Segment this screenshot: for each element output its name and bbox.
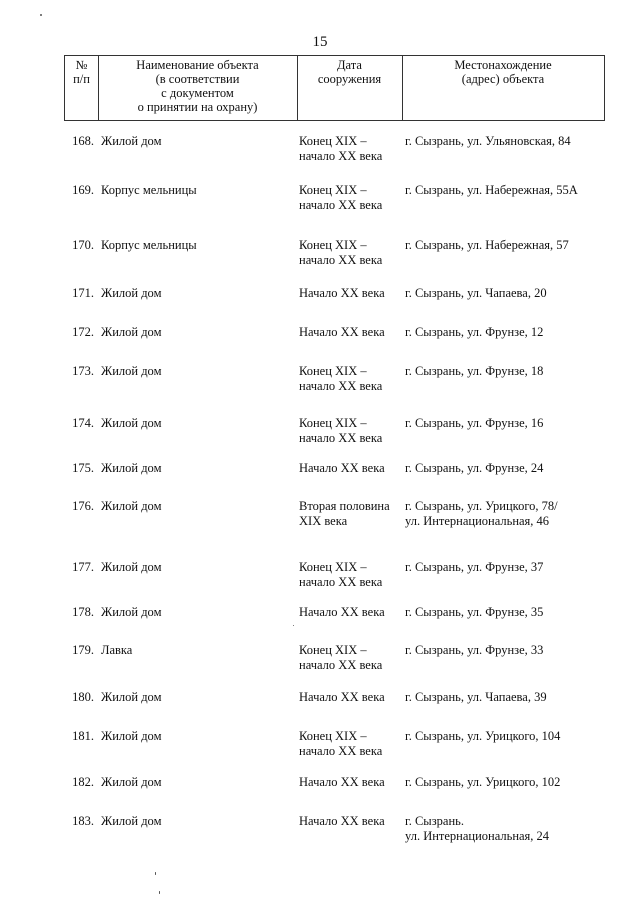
object-address: г. Сызрань, ул. Фрунзе, 35 [405,605,544,619]
construction-date: Конец XIX – начало XX века [299,364,383,393]
object-name: Лавка [101,643,133,657]
page-number: 15 [312,34,328,50]
row-number: 176. [72,499,94,513]
object-address: г. Сызрань, ул. Чапаева, 20 [405,286,547,300]
row-number: 171. [72,286,94,300]
row-number: 170. [72,238,94,252]
construction-date: Начало XX века [299,461,385,475]
object-name: Жилой дом [101,560,162,574]
construction-date: Конец XIX – начало XX века [299,729,383,758]
construction-date: Начало XX века [299,286,385,300]
object-address: г. Сызрань, ул. Фрунзе, 37 [405,560,544,574]
table-header [64,55,605,121]
object-name: Жилой дом [101,134,162,148]
object-address: г. Сызрань, ул. Ульяновская, 84 [405,134,571,148]
object-name: Жилой дом [101,775,162,789]
object-address: г. Сызрань, ул. Чапаева, 39 [405,690,547,704]
row-number: 177. [72,560,94,574]
header-num-line: № [75,58,88,72]
object-name: Жилой дом [101,729,162,743]
row-number: 173. [72,364,94,378]
row-number: 174. [72,416,94,430]
construction-date: Конец XIX – начало XX века [299,183,383,212]
header-address-line: (адрес) объекта [461,72,545,86]
object-address: г. Сызрань, ул. Урицкого, 104 [405,729,561,743]
header-date-line: сооружения [317,72,382,86]
row-number: 178. [72,605,94,619]
row-number: 180. [72,690,94,704]
object-name: Жилой дом [101,325,162,339]
row-number: 175. [72,461,94,475]
scan-speck [159,891,160,894]
construction-date: Конец XIX – начало XX века [299,560,383,589]
object-name: Жилой дом [101,690,162,704]
object-name: Жилой дом [101,286,162,300]
object-address: г. Сызрань, ул. Фрунзе, 12 [405,325,544,339]
object-name: Жилой дом [101,416,162,430]
header-num-line: п/п [73,72,90,86]
object-name: Жилой дом [101,499,162,513]
object-name: Корпус мельницы [101,183,197,197]
construction-date: Начало XX века [299,775,385,789]
header-name-line: о принятии на охрану) [137,100,258,114]
object-name: Жилой дом [101,814,162,828]
construction-date: Конец XIX – начало XX века [299,416,383,445]
header-address-line: Местонахождение [454,58,552,72]
row-number: 169. [72,183,94,197]
header-num [65,58,98,86]
header-name-line: Наименование объекта [136,58,259,72]
construction-date: Конец XIX – начало XX века [299,643,383,672]
row-number: 182. [72,775,94,789]
construction-date: Конец XIX – начало XX века [299,238,383,267]
row-number: 172. [72,325,94,339]
object-address: г. Сызрань, ул. Фрунзе, 18 [405,364,544,378]
object-address: г. Сызрань, ул. Урицкого, 78/ ул. Интернациональная, 46 [405,499,558,528]
object-address: г. Сызрань, ул. Набережная, 55А [405,183,578,197]
row-number: 168. [72,134,94,148]
scan-speck [155,872,156,875]
header-object-name [98,58,297,114]
object-name: Корпус мельницы [101,238,197,252]
row-number: 181. [72,729,94,743]
header-date [297,58,402,86]
object-address: г. Сызрань, ул. Фрунзе, 33 [405,643,544,657]
object-address: г. Сызрань. ул. Интернациональная, 24 [405,814,550,843]
row-number: 183. [72,814,94,828]
construction-date: Вторая половина XIX века [299,499,390,528]
construction-date: Конец XIX – начало XX века [299,134,383,163]
object-address: г. Сызрань, ул. Фрунзе, 16 [405,416,544,430]
construction-date: Начало XX века [299,605,385,619]
object-address: г. Сызрань, ул. Урицкого, 102 [405,775,561,789]
row-number: 179. [72,643,94,657]
scan-speck [40,14,42,16]
header-address [402,58,604,86]
header-date-line: Дата [337,58,362,72]
object-name: Жилой дом [101,364,162,378]
construction-date: Начало XX века [299,325,385,339]
object-address: г. Сызрань, ул. Набережная, 57 [405,238,569,252]
scan-speck [293,625,294,626]
object-address: г. Сызрань, ул. Фрунзе, 24 [405,461,544,475]
object-name: Жилой дом [101,605,162,619]
construction-date: Начало XX века [299,814,385,828]
object-name: Жилой дом [101,461,162,475]
header-name-line: (в соответствии [155,72,240,86]
header-name-line: с документом [161,86,234,100]
construction-date: Начало XX века [299,690,385,704]
